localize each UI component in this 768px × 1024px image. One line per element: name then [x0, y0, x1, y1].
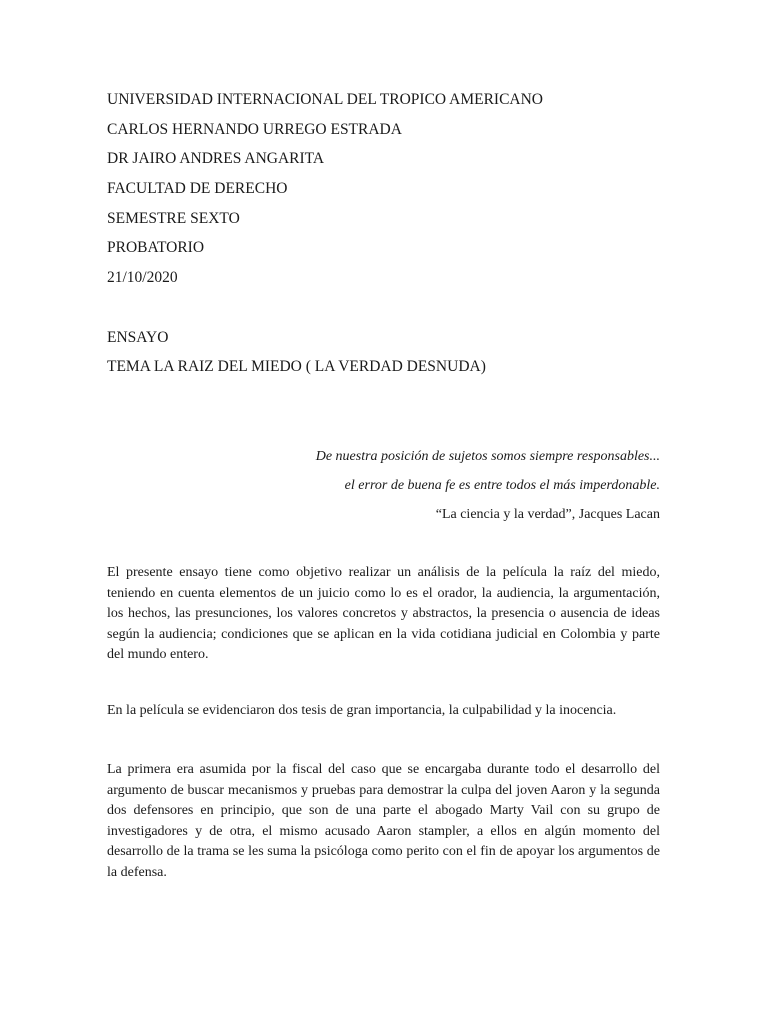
- semester-label: SEMESTRE SEXTO: [107, 209, 240, 227]
- body-paragraph-thesis: En la película se evidenciaron dos tesis de gran importancia, la culpabilidad y la inocencia.: [107, 703, 617, 718]
- body-paragraph-intro: El presente ensayo tiene como objetivo realizar un análisis de la película la raíz del miedo, teniendo en cuenta elementos de un juicio como lo es el orador, la audiencia, la argumentación, los hechos, las presunciones, los valores concretos y abstractos, la presencia o ausencia de ideas según la audiencia; condiciones que se aplican en la vida cotidiana judicial en Colombia y parte del mundo entero.: [107, 565, 660, 663]
- epigraph-line-2: el error de buena fe es entre todos el más imperdonable.: [344, 478, 660, 493]
- body-paragraph-arguments: La primera era asumida por la fiscal del caso que se encargaba durante todo el desarrollo del argumento de buscar mecanismos y pruebas para demostrar la culpa del joven Aaron y la segunda dos defensores en principio, que son de una parte el abogado Marty Vail con su grupo de investigadores y de otra, el mismo acusado Aaron stampler, a ellos en algún momento del desarrollo de la trama se les suma la psicóloga como perito con el fin de apoyar los argumentos de la defensa.: [107, 762, 660, 880]
- course-name: PROBATORIO: [107, 239, 205, 257]
- professor-name: DR JAIRO ANDRES ANGARITA: [107, 150, 325, 168]
- faculty-name: FACULTAD DE DERECHO: [107, 180, 288, 198]
- epigraph: [200, 447, 660, 534]
- document-title-block: [107, 328, 667, 386]
- document-date: 21/10/2020: [107, 269, 178, 287]
- epigraph-line-1: De nuestra posición de sujetos somos siempre responsables...: [315, 449, 660, 464]
- student-name: CARLOS HERNANDO URREGO ESTRADA: [107, 120, 402, 138]
- document-type: ENSAYO: [107, 329, 169, 346]
- university-name: UNIVERSIDAD INTERNACIONAL DEL TROPICO AMERICANO: [107, 91, 543, 108]
- document-header: [107, 90, 667, 298]
- document-topic: TEMA LA RAIZ DEL MIEDO ( LA VERDAD DESNUDA): [107, 358, 486, 375]
- epigraph-attribution: “La ciencia y la verdad”, Jacques Lacan: [435, 507, 660, 522]
